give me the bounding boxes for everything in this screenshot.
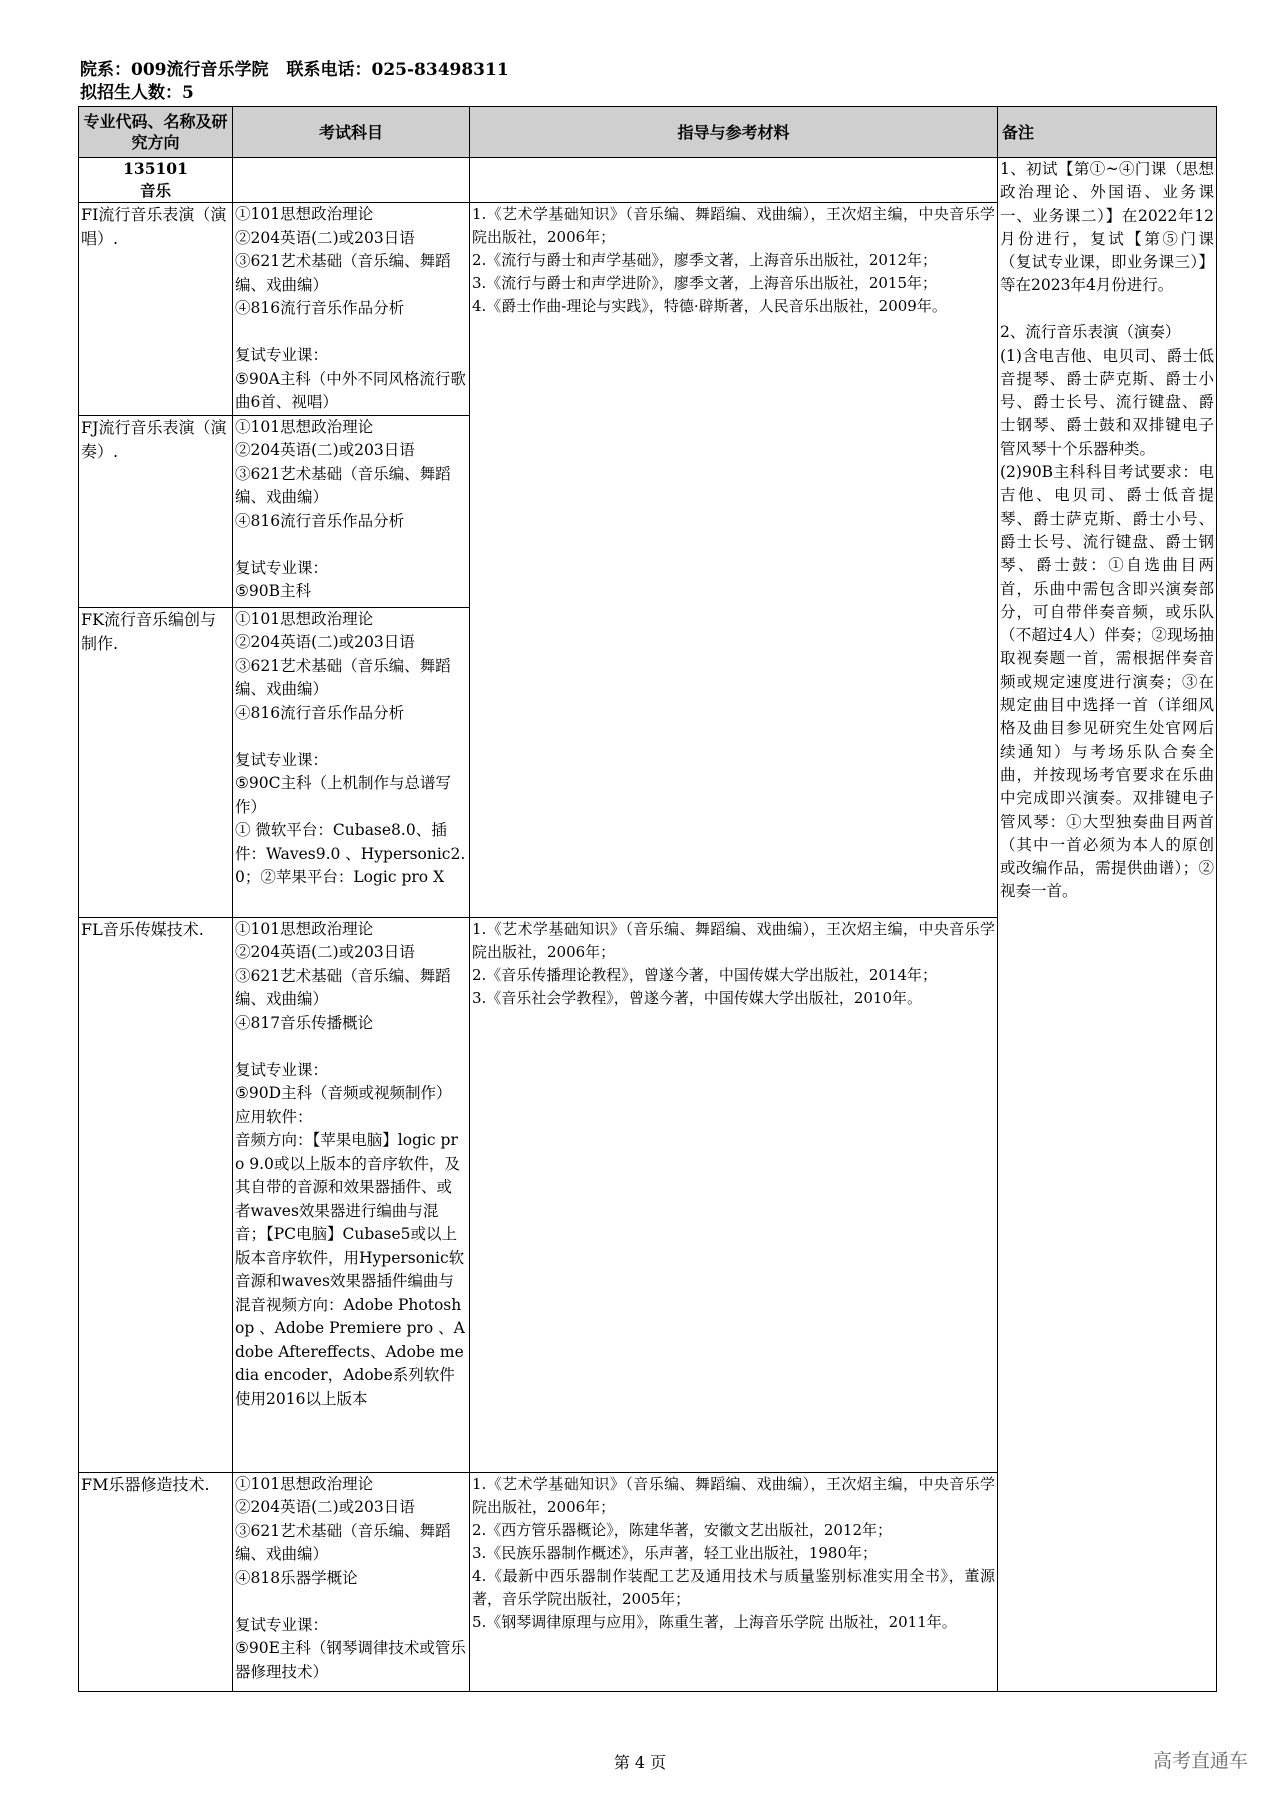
subject-line: ④816流行音乐作品分析 — [235, 703, 405, 722]
subject-line: ③621艺术基础（音乐编、舞蹈编、戏曲编） — [235, 656, 451, 698]
subject-line: ⑤90E主科（钢琴调律技术或管乐器修理技术） — [235, 1639, 466, 1681]
subjects-cell — [233, 607, 470, 917]
subject-line: ⑤90D主科（音频或视频制作） — [235, 1084, 452, 1102]
subject-blank — [235, 321, 467, 345]
subject-line: ③621艺术基础（音乐编、舞蹈编、戏曲编） — [235, 1521, 451, 1563]
ref-line: 2.《音乐传播理论教程》，曾遂今著，中国传媒大学出版社，2014年； — [472, 965, 937, 984]
table-header-row — [79, 107, 1217, 158]
note-line: 1、初试【第①~④门课（思想政治理论、外国语、业务课一、业务课二）】在2022年12月份进行，复试【第⑤门课（复试专业课，即业务课三）】等在2023年4月份进行。 — [1000, 160, 1214, 295]
subject-line: ① 微软平台：Cubase8.0、插件：Waves9.0 、Hypersonic2.0；②苹果平台：Logic pro X — [235, 821, 466, 886]
col-header-notes: 备注 — [998, 107, 1217, 158]
subject-line: 应用软件： — [235, 1107, 313, 1126]
major-cell — [79, 158, 233, 203]
direction-name: FI流行音乐表演（演唱）. — [79, 203, 233, 416]
header-line-2 — [80, 83, 194, 103]
subject-line: ⑤90C主科（上机制作与总谱写作） — [235, 774, 451, 816]
table-row-major — [79, 158, 1217, 203]
empty-cell — [470, 158, 998, 203]
subject-line: 复试专业课： — [235, 1060, 329, 1079]
subjects-cell — [233, 203, 470, 416]
subject-line: ①101思想政治理论 — [235, 1474, 374, 1493]
phone-value: 025-83498311 — [371, 60, 509, 80]
subject-blank — [235, 1590, 467, 1614]
watermark-text: 高考直通车 — [1152, 1750, 1248, 1772]
page-number: 第 4 页 — [613, 1753, 667, 1772]
direction-name: FL音乐传媒技术. — [79, 917, 233, 1472]
subject-line: ⑤90B主科 — [235, 582, 312, 600]
subject-line: ②204英语(二)或203日语 — [235, 228, 415, 247]
subject-line: 复试专业课： — [235, 346, 329, 364]
ref-line: 4.《爵士作曲-理论与实践》，特德·辟斯著，人民音乐出版社，2009年。 — [472, 297, 947, 315]
subject-line: ④817音乐传播概论 — [235, 1013, 374, 1032]
subjects-cell — [233, 917, 470, 1472]
subject-line: ④818乐器学概论 — [235, 1568, 358, 1587]
dept-value: 009流行音乐学院 — [131, 60, 269, 80]
direction-name: FM乐器修造技术. — [79, 1472, 233, 1691]
subject-blank — [235, 1035, 467, 1059]
admission-table — [78, 106, 1217, 1692]
subject-line: ①101思想政治理论 — [235, 205, 374, 223]
enroll-value: 5 — [182, 83, 194, 103]
major-name: 音乐 — [139, 181, 171, 200]
subject-line: ②204英语(二)或203日语 — [235, 1498, 415, 1516]
subject-line: ②204英语(二)或203日语 — [235, 943, 415, 961]
ref-line: 2.《西方管乐器概论》，陈建华著，安徽文艺出版社，2012年； — [472, 1520, 892, 1539]
ref-line: 4.《最新中西乐器制作装配工艺及通用技术与质量鉴别标准实用全书》，董源著，音乐学院出版社，2005年； — [472, 1566, 995, 1608]
header-line-1 — [80, 60, 509, 80]
subject-line: ③621艺术基础（音乐编、舞蹈编、戏曲编） — [235, 464, 451, 506]
direction-name: FK流行音乐编创与制作. — [79, 607, 233, 917]
refs-cell-group-1 — [470, 203, 998, 918]
subject-line: 复试专业课： — [235, 558, 329, 577]
dept-label: 院系： — [80, 60, 131, 80]
subject-line: 复试专业课： — [235, 750, 329, 769]
subject-blank — [235, 533, 467, 557]
subject-line: ③621艺术基础（音乐编、舞蹈编、戏曲编） — [235, 966, 451, 1008]
ref-line: 1.《艺术学基础知识》（音乐编、舞蹈编、戏曲编），王次炤主编，中央音乐学院出版社，2006年； — [472, 205, 995, 246]
ref-line: 1.《艺术学基础知识》（音乐编、舞蹈编、戏曲编），王次炤主编，中央音乐学院出版社，2006年； — [472, 1474, 995, 1516]
enroll-label: 拟招生人数： — [80, 83, 182, 103]
subject-line: ②204英语(二)或203日语 — [235, 633, 415, 651]
refs-cell-group-2 — [470, 917, 998, 1472]
empty-cell — [233, 158, 470, 203]
subject-line: 复试专业课： — [235, 1615, 329, 1634]
note-line: 2、流行音乐表演（演奏） — [1000, 323, 1181, 342]
subjects-cell — [233, 1472, 470, 1691]
col-header-subjects: 考试科目 — [233, 107, 470, 158]
direction-name: FJ流行音乐表演（演奏）. — [79, 415, 233, 607]
col-header-major: 专业代码、名称及研究方向 — [79, 107, 233, 158]
subject-line: ①101思想政治理论 — [235, 417, 374, 436]
note-blank — [1000, 298, 1214, 322]
refs-cell-group-3 — [470, 1472, 998, 1691]
ref-line: 2.《流行与爵士和声学基础》，廖季文著，上海音乐出版社，2012年； — [472, 251, 937, 269]
subjects-cell — [233, 415, 470, 607]
note-line: (1)含电吉他、电贝司、爵士低音提琴、爵士萨克斯、爵士小号、爵士长号、流行键盘、爵士钢琴、爵士鼓和双排键电子管风琴十个乐器种类。 — [1000, 346, 1214, 458]
ref-line: 3.《民族乐器制作概述》，乐声著，轻工业出版社，1980年； — [472, 1543, 877, 1562]
ref-line: 3.《流行与爵士和声学进阶》，廖季文著，上海音乐出版社，2015年； — [472, 274, 937, 292]
subject-line: ②204英语(二)或203日语 — [235, 441, 415, 459]
notes-cell — [998, 158, 1217, 1692]
subject-line: ④816流行音乐作品分析 — [235, 299, 405, 317]
ref-line: 1.《艺术学基础知识》（音乐编、舞蹈编、戏曲编），王次炤主编，中央音乐学院出版社，2006年； — [472, 919, 995, 961]
col-header-refs: 指导与参考材料 — [470, 107, 998, 158]
subject-line: ③621艺术基础（音乐编、舞蹈编、戏曲编） — [235, 252, 451, 294]
note-line: (2)90B主科科目考试要求：电吉他、电贝司、爵士低音提琴、爵士萨克斯、爵士小号、爵士长号、流行键盘、爵士钢琴、爵士鼓：①自选曲目两首，乐曲中需包含即兴演奏部分，可自带伴奏音频，或乐队（不超过4人）伴奏；②现场抽取视奏题一首，需根据伴奏音频或规定速度进行演奏；③在规定曲目中选择一首（详细风格及曲目参见研究生处官网后续通知）与考场乐队合奏全曲，并按现场考官要求在乐曲中完成即兴演奏。双排键电子管风琴：①大型独奏曲目两首（其中一首必须为本人的原创或改编作品，需提供曲谱）；②视奏一首。 — [1000, 463, 1214, 901]
ref-line: 3.《音乐社会学教程》，曾遂今著，中国传媒大学出版社，2010年。 — [472, 988, 922, 1007]
subject-line: ①101思想政治理论 — [235, 609, 374, 628]
subject-blank — [235, 725, 467, 749]
phone-label: 联系电话： — [286, 60, 372, 80]
subject-line: ④816流行音乐作品分析 — [235, 511, 405, 530]
major-code: 135101 — [123, 159, 188, 178]
subject-line: ①101思想政治理论 — [235, 919, 374, 938]
ref-line: 5.《钢琴调律原理与应用》，陈重生著，上海音乐学院 出版社，2011年。 — [472, 1612, 957, 1631]
subject-line: ⑤90A主科（中外不同风格流行歌曲6首、视唱） — [235, 369, 466, 411]
subject-line: 音频方向：【苹果电脑】logic pro 9.0或以上版本的音序软件，及其自带的音源和效果器插件、或者waves效果器进行编曲与混音；【PC电脑】Cubase5或以上版本音序软件，用Hypersonic软音源和waves效果器插件编曲与混音视频方向：Adobe Photoshop 、Adobe Premiere pro 、Adobe Aftereffects、Adobe media encoder，Adobe系列软件使用2016以上版本 — [235, 1131, 465, 1408]
